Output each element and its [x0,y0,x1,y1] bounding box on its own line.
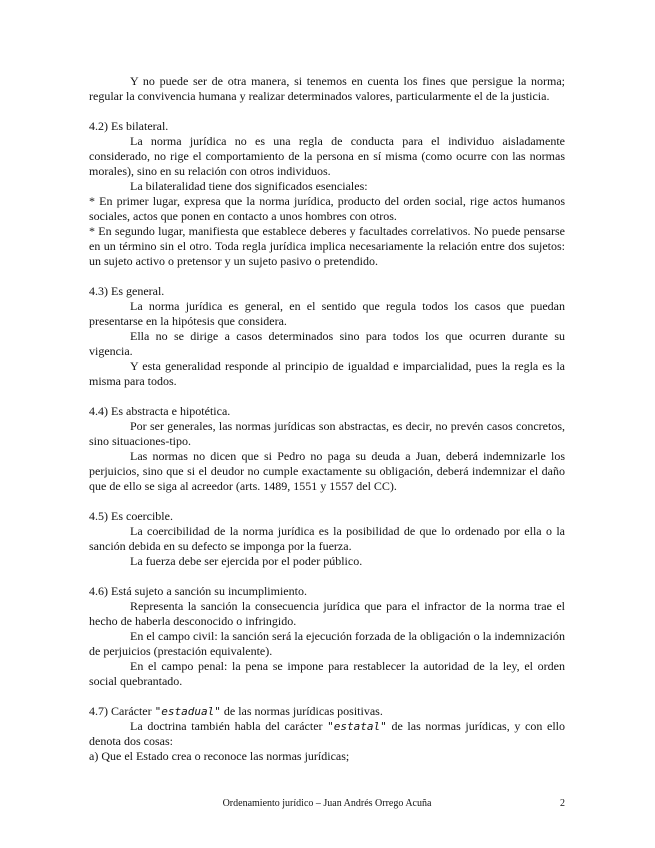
paragraph: Las normas no dicen que si Pedro no paga su deuda a Juan, deberá indemnizarle los perjuicios, sino que si el deudor no cumple exactamente su obligación, deberá indemnizar el daño que de ello se siga al acreedor (arts. 1489, 1551 y 1557 del CC). [89,449,565,493]
section-4-3-heading: 4.3) Es general. [89,284,165,298]
paragraph: Representa la sanción la consecuencia jurídica que para el infractor de la norma trae el hecho de haberla desconocido o infringido. [89,599,565,628]
section-4-6-heading: 4.6) Está sujeto a sanción su incumplimiento. [89,584,307,598]
paragraph: Por ser generales, las normas jurídicas son abstractas, es decir, no prevén casos concretos, sino situaciones-tipo. [89,419,565,448]
paragraph: Ella no se dirige a casos determinados sino para todos los que ocurren durante su vigencia. [89,329,565,358]
document-page [89,74,565,764]
paragraph-text: La doctrina también habla del carácter [130,719,328,733]
paragraph-text: de las normas jurídicas, y con ello denota dos cosas: [89,719,565,748]
paragraph: La fuerza debe ser ejercida por el poder público. [130,554,363,568]
quoted-term: "estatal" [327,720,387,733]
paragraph: La norma jurídica es general, en el sentido que regula todos los casos que puedan presentarse en la hipótesis que considera. [89,299,565,328]
paragraph: La coercibilidad de la norma jurídica es la posibilidad de que lo ordenado por ella o la sanción debida en su defecto se imponga por la fuerza. [89,524,565,553]
paragraph: En el campo penal: la pena se impone para restablecer la autoridad de la ley, el orden social quebrantado. [89,659,565,688]
paragraph: La norma jurídica no es una regla de conducta para el individuo aisladamente considerado, no rige el comportamiento de la persona en sí misma (como ocurre con las normas morales), sino en su relación con otros individuos. [89,134,565,178]
paragraph: Y esta generalidad responde al principio de igualdad e imparcialidad, pues la regla es la misma para todos. [89,359,565,388]
heading-text: 4.7) Carácter [89,704,155,718]
intro-paragraph: Y no puede ser de otra manera, si tenemos en cuenta los fines que persigue la norma; regular la convivencia humana y realizar determinados valores, particularmente el de la justicia. [89,74,565,103]
footer-title: Ordenamiento jurídico – Juan Andrés Orrego Acuña [222,798,432,809]
heading-text: de las normas jurídicas positivas. [220,704,383,718]
section-4-5-heading: 4.5) Es coercible. [89,509,173,523]
paragraph: La bilateralidad tiene dos significados esenciales: [130,179,368,193]
paragraph [89,719,565,749]
bullet-paragraph: * En segundo lugar, manifiesta que establece deberes y facultades correlativos. No puede pensarse en un término sin el otro. Toda regla jurídica implica necesariamente la relación entre dos sujetos: un sujeto activo o pretensor y un sujeto pasivo o pretendido. [89,224,565,268]
bullet-paragraph: * En primer lugar, expresa que la norma jurídica, producto del orden social, rige actos humanos sociales, actos que ponen en contacto a unos hombres con otros. [89,194,565,223]
list-item: a) Que el Estado crea o reconoce las normas jurídicas; [89,749,350,763]
section-4-2-heading: 4.2) Es bilateral. [89,119,169,133]
quoted-term: "estadual" [154,705,221,718]
paragraph: En el campo civil: la sanción será la ejecución forzada de la obligación o la indemnización de perjuicios (prestación equivalente). [89,629,565,658]
section-4-7-heading [89,704,565,719]
section-4-4-heading: 4.4) Es abstracta e hipotética. [89,404,231,418]
page-number: 2 [560,798,565,809]
